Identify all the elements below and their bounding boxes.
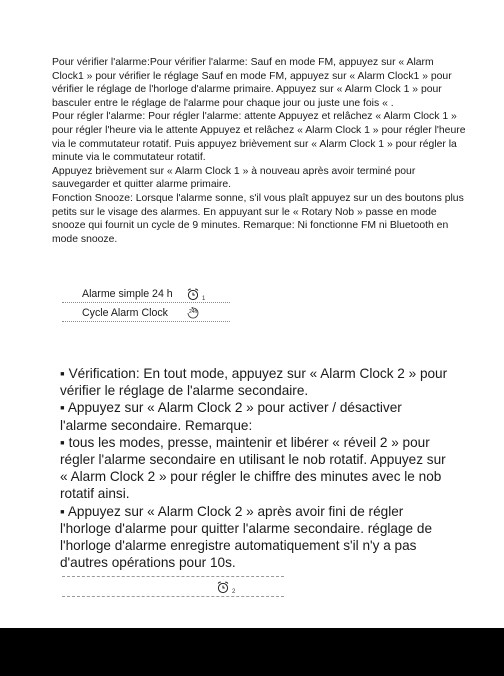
secondary-alarm-section: [60, 365, 452, 571]
cycle-alarm-label: Cycle Alarm Clock: [82, 307, 168, 319]
verification-paragraph: ▪ Vérification: En tout mode, appuyez sur « Alarm Clock 2 » pour vérifier le réglage de l'alarme secondaire.: [60, 366, 448, 399]
save-alarm-paragraph: Appuyez brièvement sur « Alarm Clock 1 » à nouveau après avoir terminé pour sauvegarder et quitter alarme primaire.: [52, 165, 416, 191]
set-alarm2-paragraph: ▪ tous les modes, presse, maintenir et libérer « réveil 2 » pour régler l'alarme secondaire en utilisant le nob rotatif. Appuyez sur « Alarm Clock 2 » pour régler le chiffre des minutes avec le nob rotatif ainsi.: [60, 434, 446, 502]
bottom-black-bar: [0, 628, 504, 676]
alarm-clock-icon: [186, 287, 200, 301]
simple-alarm-label: Alarme simple 24 h: [82, 288, 173, 300]
alarm-1-subscript: 1: [202, 296, 206, 302]
simple-alarm-row: [62, 286, 230, 303]
divider-line-top: [62, 576, 284, 577]
exit-alarm2-paragraph: ▪ Appuyez sur « Alarm Clock 2 » après avoir fini de régler l'horloge d'alarme pour quitter l'alarme secondaire. réglage de l'horloge d'alarme enregistre automatiquement s'il n'y a pas d'autres opérations pour 10s.: [60, 503, 433, 571]
cycle-24h-badge-text: 24h: [189, 309, 198, 315]
alarm-clock-icon: [216, 580, 230, 594]
alarm-2-subscript: 2: [232, 589, 236, 595]
primary-alarm-section: [52, 56, 468, 246]
snooze-paragraph: Fonction Snooze: Lorsque l'alarme sonne, s'il vous plaît appuyez sur un des boutons plus petits sur le visage des alarmes. En appuyant sur le « Rotary Nob » passe en mode snooze qui fournit un cycle de 9 minutes. Remarque: Ni fonctionne FM ni Bluetooth en mode snooze.: [52, 192, 464, 245]
cycle-alarm-row: [62, 305, 230, 322]
check-alarm-paragraph: Pour vérifier l'alarme:Pour vérifier l'alarme: Sauf en mode FM, appuyez sur « Alarm Clock1 » pour vérifier le réglage Sauf en mode FM, appuyez sur « Alarm Clock1 » pour vérifier le réglage de l'horloge d'alarme primaire. Appuyez sur « Alarm Clock 1 » pour basculer entre le réglage de l'alarme pour chaque jour ou juste une fois « .: [52, 57, 452, 109]
set-alarm-paragraph: Pour régler l'alarme: Pour régler l'alarme: attente Appuyez et relâchez « Alarm Clock 1 » pour régler l'heure via le attente Appuyez et relâchez « Alarm Clock 1 » pour régler l'heure via le commutateur rotatif. Puis appuyez brièvement sur « Alarm Clock 1 » pour régler la minute via le commutateur rotatif.: [52, 111, 466, 164]
cycle-24h-icon: [186, 307, 200, 319]
toggle-alarm2-paragraph: ▪ Appuyez sur « Alarm Clock 2 » pour activer / désactiver l'alarme secondaire. Remarque:: [60, 400, 402, 433]
divider-line-bottom: [62, 596, 284, 597]
